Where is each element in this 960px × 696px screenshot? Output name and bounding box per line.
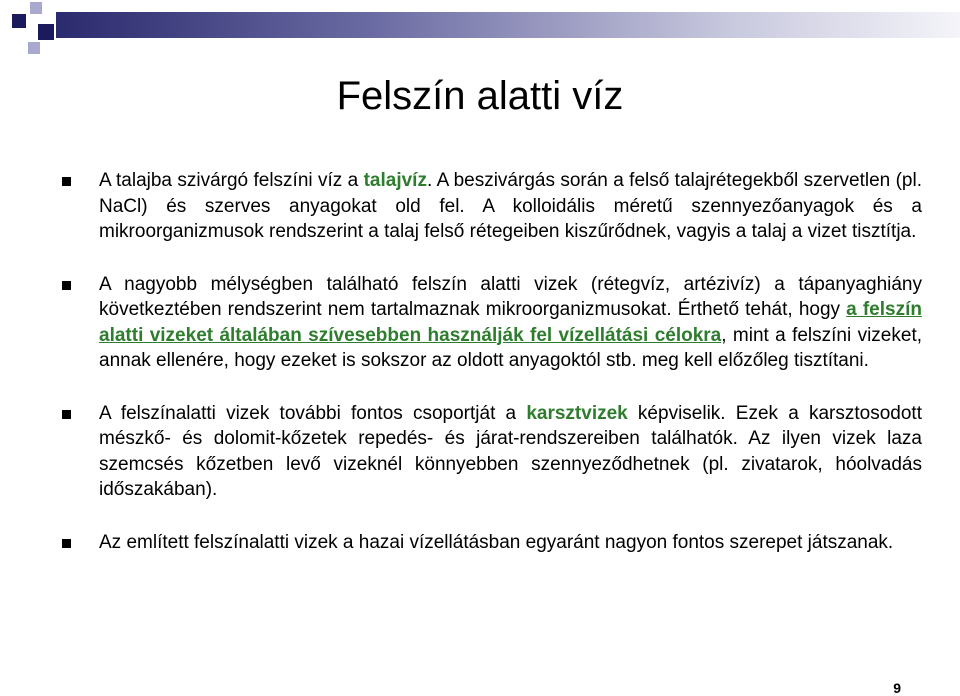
paragraph-2	[99, 272, 922, 374]
text-segment: A talajba szivárgó felszíni víz a	[99, 170, 364, 191]
bullet-square-icon	[62, 539, 71, 548]
highlighted-term-talajviz: talajvíz	[363, 170, 427, 191]
bullet-item-1	[60, 168, 922, 245]
header-square-lilac-2	[28, 42, 40, 54]
bullet-item-4	[60, 530, 922, 556]
text-segment: A nagyobb mélységben található felszín alatti vizek (rétegvíz, artézivíz) a tápanyaghiány következtében rendszerint nem tartalmaznak mikroorganizmusokat. Érthető tehát, hogy	[99, 273, 922, 320]
paragraph-4	[99, 530, 922, 556]
text-segment: . A beszivárgás során a felső talajrétegekből szervetlen (pl. NaCl) és szerves anyagokat old fel. A kolloidális méretű szennyezőanyagok és a mikroorganizmusok rendszerint a talaj felső rétegeiben kiszűrődnek, vagyis a talaj a vizet tisztítja.	[99, 170, 922, 242]
header-square-navy-1	[12, 14, 26, 28]
bullet-item-3	[60, 401, 922, 503]
highlighted-term-karsztvizek: karsztvizek	[526, 402, 628, 424]
underlined-emphasis: a felszín alatti vizeket általában szívesebben használják fel vízellátási célokra	[99, 299, 922, 346]
bullet-square-icon	[62, 410, 71, 419]
page-title: Felszín alatti víz	[336, 74, 624, 118]
text-segment: , mint a felszíni vizeket, annak ellenére, hogy ezeket is sokszor az oldott anyagoktól stb. meg kell előzőleg tisztítani.	[99, 324, 922, 371]
bullet-list	[60, 168, 922, 582]
text-segment: A felszínalatti vizek további fontos csoportját a	[99, 402, 527, 424]
text-segment: képviselik. Ezek a karsztosodott mészkő- és dolomit-kőzetek repedés- és járat-rendszereiben találhatók. Az ilyen vizek laza szemcsés kőzetben levő vizeknél könnyebben szennyeződhetnek (pl. zivatarok, hóolvadás időszakában).	[99, 402, 922, 500]
paragraph-1	[99, 168, 922, 245]
bullet-item-2	[60, 272, 922, 374]
page-number: 9	[893, 680, 901, 696]
header-square-lilac-1	[30, 2, 42, 14]
paragraph-3	[99, 401, 922, 503]
bullet-square-icon	[62, 177, 71, 186]
bullet-square-icon	[62, 281, 71, 290]
header-gradient-bar	[56, 12, 960, 38]
text-segment: Az említett felszínalatti vizek a hazai vízellátásban egyaránt nagyon fontos szerepet játszanak.	[99, 531, 894, 553]
header-square-navy-2	[38, 24, 54, 40]
